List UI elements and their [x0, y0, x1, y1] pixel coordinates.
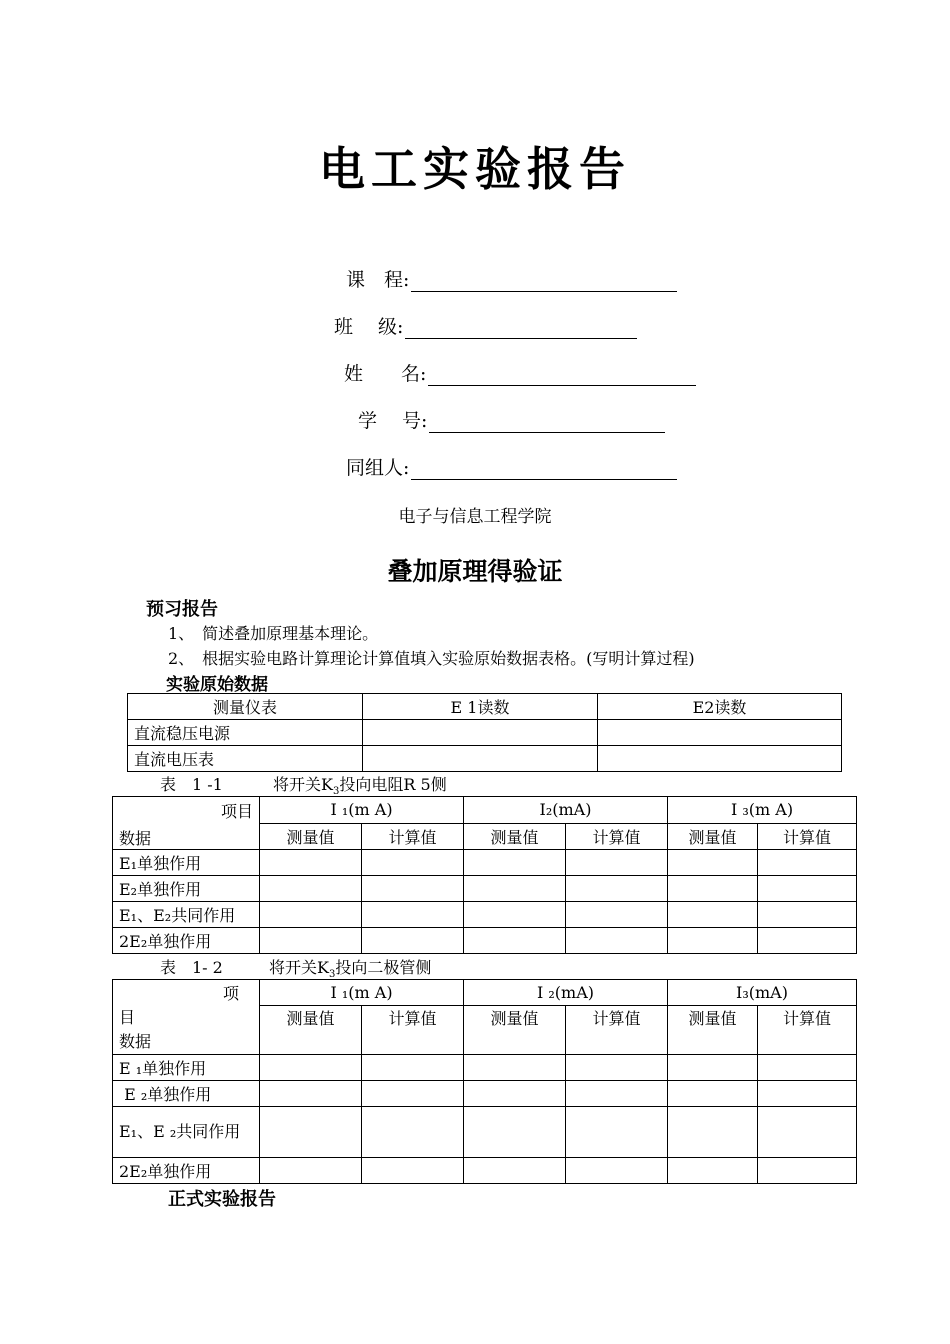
course-blank[interactable]: [411, 271, 677, 292]
data-cell[interactable]: [363, 720, 598, 746]
formal-report-heading: 正式实验报告: [168, 1189, 276, 1210]
data-cell[interactable]: [362, 1158, 464, 1184]
group-header: I₂(mA): [464, 797, 668, 824]
sub-header: 计算值: [362, 823, 464, 850]
table1-caption-text2: 投向电阻R 5侧: [339, 775, 447, 794]
row-label: 2E₂单独作用: [113, 928, 260, 954]
row-label: E₁、E ₂共同作用: [113, 1107, 260, 1158]
row-label: E ₁单独作用: [113, 1055, 260, 1081]
data-cell[interactable]: [668, 928, 758, 954]
data-cell[interactable]: [260, 1107, 362, 1158]
data-cell[interactable]: [566, 850, 668, 876]
teammates-blank[interactable]: [411, 459, 677, 480]
data-cell[interactable]: [362, 1107, 464, 1158]
header-cell: 测量仪表: [128, 694, 363, 720]
corner-cell: [113, 980, 260, 1055]
header-cell: E 1读数: [363, 694, 598, 720]
sub-header: 测量值: [260, 823, 362, 850]
data-cell[interactable]: [362, 876, 464, 902]
data-cell[interactable]: [362, 902, 464, 928]
table-row: [128, 746, 842, 772]
table-row: [128, 720, 842, 746]
name-label: 姓 名:: [344, 363, 427, 385]
data-cell[interactable]: [668, 1081, 758, 1107]
report-title: 电工实验报告: [319, 142, 631, 196]
table2-caption-text2: 投向二极管侧: [335, 958, 432, 977]
preview-item-1: 1、 简述叠加原理基本理论。: [168, 624, 379, 643]
school-name: 电子与信息工程学院: [398, 507, 552, 527]
row-label: 2E₂单独作用: [113, 1158, 260, 1184]
class-field: [334, 312, 637, 339]
sub-header: 测量值: [464, 1006, 566, 1055]
data-cell[interactable]: [566, 1081, 668, 1107]
sub-header: 计算值: [566, 823, 668, 850]
name-blank[interactable]: [428, 365, 696, 386]
class-blank[interactable]: [405, 318, 637, 339]
experiment-title: 叠加原理得验证: [387, 557, 563, 586]
data-cell[interactable]: [668, 1107, 758, 1158]
table1: [112, 796, 857, 954]
data-cell[interactable]: [260, 902, 362, 928]
group-header: I₃(mA): [668, 980, 857, 1006]
data-cell[interactable]: [464, 1081, 566, 1107]
data-cell[interactable]: [668, 902, 758, 928]
table-row: [113, 1158, 857, 1184]
class-label: 班 级:: [334, 316, 404, 338]
table2-caption-number: 表 1- 2: [160, 958, 223, 977]
table-row: [113, 980, 857, 1006]
row-label: 直流电压表: [128, 746, 363, 772]
data-cell[interactable]: [758, 928, 857, 954]
row-label: E₁单独作用: [113, 850, 260, 876]
data-cell[interactable]: [362, 928, 464, 954]
student-id-field: [358, 406, 665, 433]
table1-caption-text: 将开关K: [273, 775, 334, 794]
name-field: [344, 359, 696, 386]
table-row: [113, 850, 857, 876]
data-cell[interactable]: [598, 746, 842, 772]
data-cell[interactable]: [758, 876, 857, 902]
group-header: I ₁(m A): [260, 797, 464, 824]
sub-header: 测量值: [668, 823, 758, 850]
data-cell[interactable]: [260, 928, 362, 954]
sub-header: 测量值: [464, 823, 566, 850]
course-field: [346, 265, 677, 292]
data-cell[interactable]: [758, 1055, 857, 1081]
data-cell[interactable]: [598, 720, 842, 746]
row-label: 直流稳压电源: [128, 720, 363, 746]
group-header: I ₁(m A): [260, 980, 464, 1006]
table-row: [128, 694, 842, 720]
data-cell[interactable]: [758, 1158, 857, 1184]
data-cell[interactable]: [668, 1055, 758, 1081]
data-cell[interactable]: [668, 876, 758, 902]
data-cell[interactable]: [566, 902, 668, 928]
data-cell[interactable]: [668, 1158, 758, 1184]
data-cell[interactable]: [566, 876, 668, 902]
table1-caption-sub: 3: [333, 786, 340, 798]
data-cell[interactable]: [758, 1107, 857, 1158]
preview-item-2: 2、 根据实验电路计算理论计算值填入实验原始数据表格。(写明计算过程): [168, 649, 695, 668]
data-cell[interactable]: [464, 850, 566, 876]
corner-bottom: 数据: [119, 829, 152, 848]
data-cell[interactable]: [464, 1158, 566, 1184]
teammates-label: 同组人:: [346, 457, 410, 479]
data-cell[interactable]: [464, 928, 566, 954]
data-cell[interactable]: [260, 1158, 362, 1184]
corner-mid: 目: [119, 1008, 136, 1027]
data-cell[interactable]: [464, 876, 566, 902]
student-id-blank[interactable]: [429, 412, 665, 433]
table2-caption: [160, 955, 431, 980]
sub-header: 测量值: [260, 1006, 362, 1055]
course-label: 课 程:: [346, 269, 410, 291]
data-cell[interactable]: [362, 1055, 464, 1081]
table-row: [113, 1081, 857, 1107]
table2: [112, 979, 857, 1184]
table-row: [113, 902, 857, 928]
data-cell[interactable]: [758, 902, 857, 928]
row-label: E₂单独作用: [113, 876, 260, 902]
corner-cell: [113, 797, 260, 850]
table-row: [113, 928, 857, 954]
sub-header: 计算值: [566, 1006, 668, 1055]
group-header: I ₃(m A): [668, 797, 857, 824]
data-cell[interactable]: [566, 1158, 668, 1184]
sub-header: 测量值: [668, 1006, 758, 1055]
raw-data-heading: 实验原始数据: [166, 675, 268, 695]
teammates-field: [346, 453, 677, 480]
data-cell[interactable]: [362, 850, 464, 876]
corner-top: 项: [222, 984, 239, 1003]
row-label: E₁、E₂共同作用: [113, 902, 260, 928]
data-cell[interactable]: [363, 746, 598, 772]
data-cell[interactable]: [668, 850, 758, 876]
header-cell: E2读数: [598, 694, 842, 720]
table2-caption-text: 将开关K: [269, 958, 330, 977]
data-cell[interactable]: [464, 902, 566, 928]
table1-caption: [160, 772, 447, 797]
data-cell[interactable]: [566, 928, 668, 954]
corner-top: 项目: [220, 802, 253, 821]
data-cell[interactable]: [464, 1055, 566, 1081]
student-id-label: 学 号:: [358, 410, 428, 432]
table1-caption-number: 表 1 -1: [160, 775, 223, 794]
group-header: I ₂(mA): [464, 980, 668, 1006]
data-cell[interactable]: [464, 1107, 566, 1158]
sub-header: 计算值: [758, 823, 857, 850]
corner-bottom: 数据: [119, 1032, 152, 1051]
table-row: [113, 1107, 857, 1158]
data-cell[interactable]: [566, 1107, 668, 1158]
raw-data-table: [127, 693, 842, 772]
sub-header: 计算值: [362, 1006, 464, 1055]
data-cell[interactable]: [758, 1081, 857, 1107]
data-cell[interactable]: [260, 1055, 362, 1081]
table2-caption-sub: 3: [329, 969, 336, 981]
row-label: E ₂单独作用: [113, 1081, 260, 1107]
table-row: [113, 797, 857, 824]
sub-header: 计算值: [758, 1006, 857, 1055]
data-cell[interactable]: [566, 1055, 668, 1081]
data-cell[interactable]: [260, 1081, 362, 1107]
preview-heading: 预习报告: [146, 599, 218, 620]
table-row: [113, 876, 857, 902]
data-cell[interactable]: [260, 876, 362, 902]
data-cell[interactable]: [362, 1081, 464, 1107]
table-row: [113, 1055, 857, 1081]
data-cell[interactable]: [260, 850, 362, 876]
data-cell[interactable]: [758, 850, 857, 876]
